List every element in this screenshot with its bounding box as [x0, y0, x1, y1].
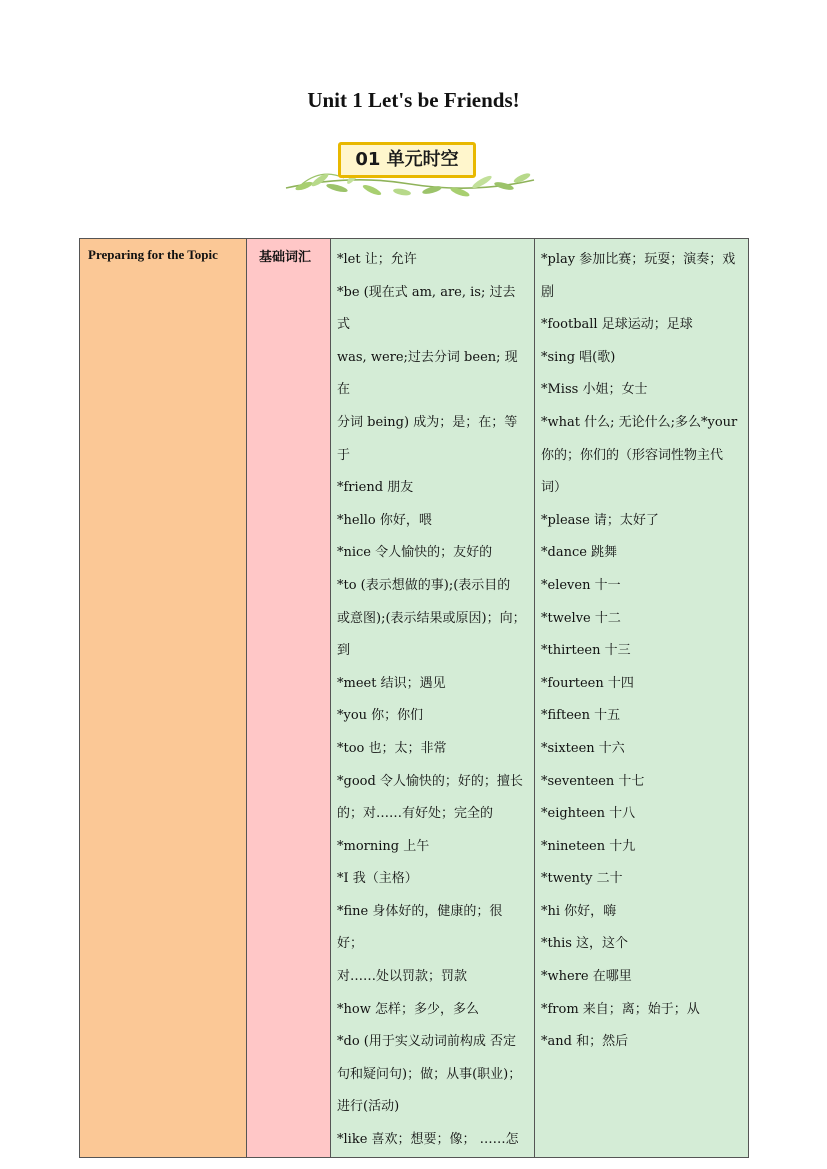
- topic-cell: [80, 239, 247, 1158]
- vocab-line: *be (现在式 am, are, is; 过去式: [337, 284, 516, 333]
- vocab-line: *what 什么; 无论什么;多么*your: [541, 414, 738, 430]
- vocab-line: *football 足球运动；足球: [541, 317, 693, 333]
- vocab-line: *hi 你好，嗨: [541, 903, 617, 919]
- vocab-list-2: [535, 239, 748, 1059]
- section-banner: [282, 136, 538, 200]
- vocab-line: *I 我（主格）: [337, 871, 418, 887]
- topic-label: Preparing for the Topic: [88, 247, 218, 262]
- vocab-line: *to (表示想做的事);(表示目的: [337, 577, 511, 593]
- vocab-line: *friend 朋友: [337, 480, 414, 496]
- category-label: 基础词汇: [259, 250, 312, 265]
- vocab-line: 分词 being) 成为；是；在；等: [337, 414, 518, 430]
- vocab-line: *please 请；太好了: [541, 512, 659, 528]
- vocab-line: *let 让；允许: [337, 252, 417, 267]
- vocab-line: *do (用于实义动词前构成 否定: [337, 1034, 516, 1050]
- vocab-line: *eighteen 十八: [541, 806, 636, 822]
- vocab-line: *nice 令人愉快的；友好的: [337, 545, 493, 561]
- table-row: [80, 239, 749, 1158]
- vocab-line: *and 和；然后: [541, 1034, 629, 1050]
- vocab-line: 的；对……有好处；完全的: [337, 806, 494, 822]
- vocab-line: *how 怎样；多少，多么: [337, 1001, 479, 1017]
- vocab-line: *dance 跳舞: [541, 545, 618, 561]
- vocab-line: 对……处以罚款；罚款: [337, 969, 468, 985]
- vocab-line: 剧: [541, 284, 555, 300]
- vocabulary-table: [79, 238, 749, 1158]
- vocab-line: 或意图);(表示结果或原因)；向；: [337, 610, 526, 626]
- vocab-list-1: [331, 239, 534, 1157]
- vocab-line: *sixteen 十六: [541, 740, 625, 756]
- vocab-line: *meet 结识；遇见: [337, 675, 446, 691]
- banner-label: 01 单元时空: [338, 142, 476, 178]
- vocab-line: *seventeen 十七: [541, 773, 645, 789]
- vocab-line: *sing 唱(歌): [541, 349, 616, 365]
- vocab-line: *thirteen 十三: [541, 643, 631, 659]
- vocab-column-2: [535, 239, 749, 1158]
- vocab-line: *this 这，这个: [541, 936, 629, 952]
- vocab-line: *twelve 十二: [541, 610, 621, 626]
- category-cell: [247, 239, 331, 1158]
- vocab-line: *fine 身体好的，健康的；很好；: [337, 903, 503, 952]
- vocab-line: *hello 你好，喂: [337, 512, 432, 528]
- vocab-line: *Miss 小姐；女士: [541, 382, 648, 398]
- vocab-line: *fifteen 十五: [541, 708, 621, 724]
- vocab-line: *eleven 十一: [541, 577, 621, 593]
- vocab-line: *too 也；太；非常: [337, 740, 447, 756]
- vocab-line: *twenty 二十: [541, 871, 623, 887]
- vocab-line: 到: [337, 643, 351, 659]
- vocab-line: 词）: [541, 480, 568, 496]
- vocab-line: 句和疑问句)；做；从事(职业)；: [337, 1066, 522, 1082]
- vocab-line: *nineteen 十九: [541, 838, 636, 854]
- vocab-column-1: [331, 239, 535, 1158]
- vocab-line: 进行(活动): [337, 1099, 400, 1115]
- vocab-line: 于: [337, 447, 351, 463]
- vocab-line: *good 令人愉快的；好的；擅长: [337, 773, 523, 789]
- vocab-line: *where 在哪里: [541, 969, 632, 985]
- vocab-line: *like 喜欢；想要；像； ……怎: [337, 1132, 519, 1148]
- vocab-line: *morning 上午: [337, 838, 430, 854]
- vocab-line: *from 来自；离；始于；从: [541, 1001, 700, 1017]
- vocab-line: 你的；你们的（形容词性物主代: [541, 447, 724, 463]
- vocab-line: *you 你；你们: [337, 708, 424, 724]
- vocab-line: *fourteen 十四: [541, 675, 634, 691]
- vocab-line: was, were;过去分词 been; 现在: [337, 349, 518, 398]
- page-title: Unit 1 Let's be Friends!: [307, 88, 520, 112]
- vocab-line: *play 参加比赛；玩耍；演奏；戏: [541, 252, 736, 267]
